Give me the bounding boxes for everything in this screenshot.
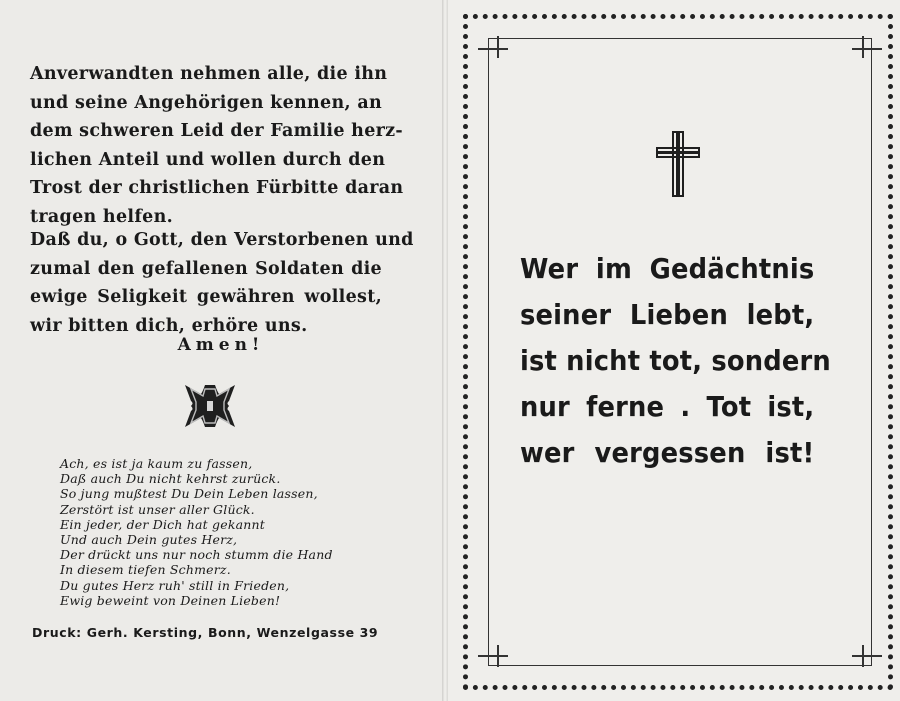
text-line: ewige Seligkeit gewähren wollest, <box>30 287 382 308</box>
text-line: zumal den gefallenen Soldaten die <box>30 258 382 279</box>
iron-cross-icon <box>183 381 237 431</box>
poem-line: Ach, es ist ja kaum zu fassen, <box>60 456 253 471</box>
poem-line: So jung mußtest Du Dein Leben lassen, <box>60 486 318 502</box>
verse-line: nur ferne . Tot ist, <box>520 390 815 423</box>
corner-mark <box>497 645 499 667</box>
text-line: dem schweren Leid der Familie herz- <box>30 121 403 142</box>
text-line: lichen Anteil und wollen durch den <box>30 149 386 170</box>
poem-line: Und auch Dein gutes Herz, <box>60 532 238 548</box>
poem-line: In diesem tiefen Schmerz. <box>60 562 231 578</box>
text-line: Daß du, o Gott, den Verstorbenen und <box>30 230 414 250</box>
corner-mark <box>862 645 864 667</box>
text-line: und seine Angehörigen kennen, an <box>30 92 382 113</box>
poem-line: Ein jeder, der Dich hat gekannt <box>60 516 266 532</box>
memorial-verse <box>520 246 831 476</box>
text-line: tragen helfen. <box>30 206 174 227</box>
corner-mark <box>852 48 882 50</box>
text-line: Trost der christlichen Fürbitte daran <box>30 178 404 199</box>
corner-mark <box>852 655 882 657</box>
corner-mark <box>478 655 508 657</box>
amen-text: Amen! <box>177 335 265 355</box>
text-line: wir bitten dich, erhöre uns. <box>30 315 308 336</box>
poem-line: Zerstört ist unser aller Glück. <box>60 501 255 517</box>
poem-line: Ewig beweint von Deinen Lieben! <box>60 592 281 608</box>
latin-cross-icon <box>656 131 700 197</box>
corner-mark <box>497 36 499 58</box>
prayer-paragraph-2 <box>30 226 414 340</box>
prayer-paragraph-1 <box>30 60 404 232</box>
corner-mark <box>862 36 864 58</box>
poem-line: Daß auch Du nicht kehrst zurück. <box>60 471 281 487</box>
verse-line: wer vergessen ist! <box>520 436 815 469</box>
verse-line: ist nicht tot, sondern <box>520 344 831 377</box>
printer-imprint: Druck: Gerh. Kersting, Bonn, Wenzelgasse 39 <box>32 625 379 640</box>
poem-line: Der drückt uns nur noch stumm die Hand <box>60 547 333 563</box>
memorial-poem <box>60 456 370 608</box>
text-line: Anverwandten nehmen alle, die ihn <box>30 64 388 84</box>
verse-line: seiner Lieben lebt, <box>520 298 815 331</box>
poem-line: Du gutes Herz ruh' still in Frieden, <box>60 577 290 593</box>
corner-mark <box>478 48 508 50</box>
verse-line: Wer im Gedächtnis <box>520 252 815 285</box>
